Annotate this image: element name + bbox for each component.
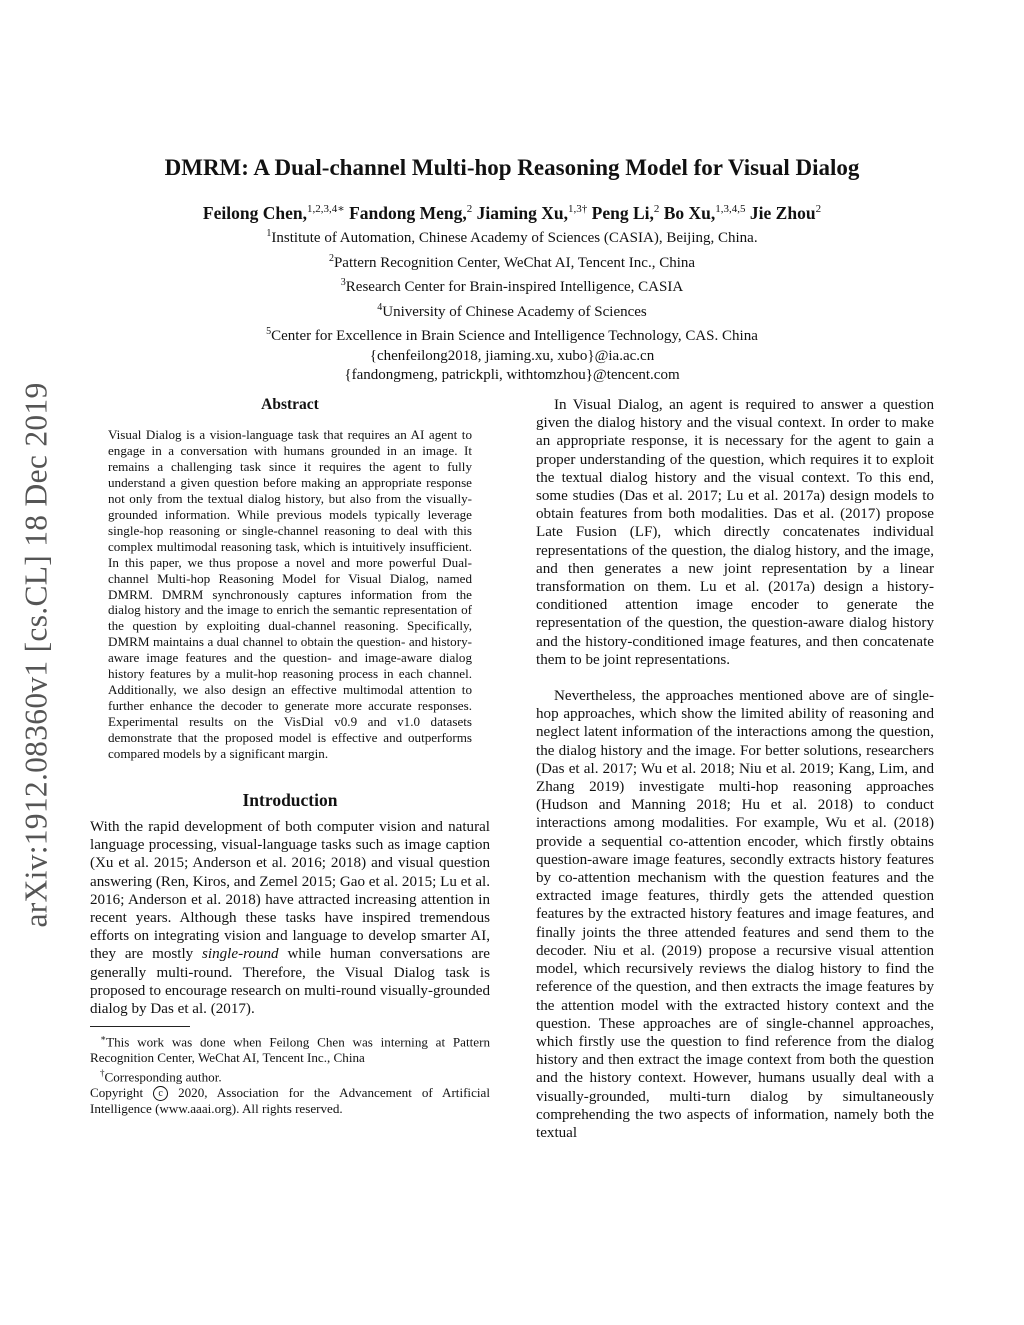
author-affiliation-mark: 2 (653, 203, 660, 215)
footnote-corresponding: †Corresponding author. (100, 1067, 222, 1085)
footnote-divider (90, 1026, 190, 1027)
affiliation-line: $^5$Center for Excellence in Brain Science and Intelligence Technology, CAS. China (266, 326, 758, 344)
author-affiliation-mark: 1,3† (568, 203, 588, 215)
author-name: Jiaming Xu, (476, 202, 569, 223)
right-column (536, 396, 934, 1142)
author-affiliation-mark: 1,2,3,4∗ (306, 203, 345, 215)
copyright-icon: c (153, 1086, 168, 1101)
introduction-paragraph: With the rapid development of both computer vision and natural language processing, visual-language tasks such as image caption (Xu et al. 2015; Anderson et al. 2016; 2018) and visual question answering (Ren, Kiros, and Zemel 2015; Gao et al. 2015; Lu et al. 2016; Anderson et al. 2018) have attracted increasing attention in recent years. Although these tasks have inspired tremendous efforts on integrating vision and language to develop smarter AI, they are mostly single-round while human conversations are generally multi-round. Therefore, the Visual Dialog task is proposed to encourage research on multi-round visually-grounded dialog by Das et al. (2017). (90, 819, 490, 1018)
abstract-heading: Abstract (261, 396, 319, 413)
author-affiliation-mark: 2 (466, 203, 473, 215)
arxiv-side-identifier (12, 355, 62, 955)
author-name: Bo Xu, (663, 202, 716, 223)
affiliation-line: $^1$Institute of Automation, Chinese Academy of Sciences (CASIA), Beijing, China. (266, 228, 758, 246)
body-paragraph: Nevertheless, the approaches mentioned above are of single-hop approaches, which show the limited ability of reasoning and neglect latent information of the interactions among the question, the dialog history and the image. For better solutions, researchers (Das et al. 2017; Wu et al. 2018; Niu et al. 2019; Kang, Lim, and Zhang 2019) investigate multi-hop reasoning approaches (Hudson and Manning 2018; Hu et al. 2018) to conduct interactions among modalities. For example, Wu et al. (2018) provide a sequential co-attention encoder, which firstly obtains question-aware image features, secondly extracts history features by co-attention mechanism with the question features and the extracted image features, thirdly gets the attended question features by the extracted history features and image features, and finally joints the three attended features and send them to the decoder. Niu et al. (2019) propose a recursive visual attention model, which recursively reviews the dialog history to find the reference of the question, and then extracts the image features by the attention model with the extracted history context and the question. These approaches are of single-channel approaches, which firstly use the question to find reference from the dialog history and then extract the image context from both the question and the history context. However, humans usually deal with a visually-grounded, multi-turn dialog by simultaneously comprehending the two aspects of information, namely both the textual (536, 688, 934, 1141)
emphasized-term: single-round (202, 946, 279, 963)
author-name: Fandong Meng, (349, 202, 467, 223)
left-column (90, 396, 490, 1117)
email-line: {chenfeilong2018, jiaming.xu, xubo}@ia.ac.cn (369, 347, 655, 364)
author-affiliation-mark: 2 (815, 203, 822, 215)
arxiv-identifier-text: arXiv:1912.08360v1 [cs.CL] 18 Dec 2019 (19, 382, 54, 928)
body-paragraph: In Visual Dialog, an agent is required to answer a question given the dialog history and the visual context. In order to make an appropriate response, it is necessary for the agent to gain a proper understanding of the question, which requires it to exploit the textual dialog history and the visual context. To this end, some studies (Das et al. 2017; Lu et al. 2017a) design models to obtain features from both modalities. Das et al. (2017) propose Late Fusion (LF), which directly concatenates individual representations of the question, the dialog history, and the image, and then generates a new joint representation by a linear transformation on them. Lu et al. (2017a) design a history-conditioned attention image encoder to generate the representation of the question, the question-aware dialog history and the history-conditioned image features, and then concatenate them to be joint representations. (536, 397, 934, 668)
footnote-work: ∗This work was done when Feilong Chen was interning at Pattern Recognition Center, WeChat AI, Tencent Inc., China (90, 1033, 490, 1066)
affiliation-block (0, 224, 1024, 386)
copyright-notice: Copyright c 2020, Association for the Advancement of Artificial Intelligence (www.aaai.org). All rights reserved. (90, 1084, 490, 1117)
paper-title: DMRM: A Dual-channel Multi-hop Reasoning Model for Visual Dialog (164, 155, 860, 180)
author-name: Jie Zhou (749, 202, 816, 223)
introduction-heading: Introduction (242, 790, 338, 811)
abstract-text: Visual Dialog is a vision-language task that requires an AI agent to engage in a conversation with humans grounded in an image. It remains a challenging task since it requires the agent to fully understand a given question before making an appropriate response not only from the textual dialog history, but also from the visually-grounded information. While previous models typically leverage single-hop reasoning or single-channel reasoning to deal with this complex multimodal reasoning task, which is intuitively insufficient. In this paper, we thus propose a novel and more powerful Dual-channel Multi-hop Reasoning Model for Visual Dialog, named DMRM. DMRM synchronously captures information from the dialog history and the image to enrich the semantic representation of the question by exploiting dual-channel reasoning. Specifically, DMRM maintains a dual channel to obtain the question- and history-aware image features and the question- and image-aware dialog history features by a mulit-hop reasoning process in each channel. Additionally, we also design an effective multimodal attention to further enhance the decoder to generate more accurate responses. Experimental results on the VisDial v0.9 and v1.0 datasets demonstrate that the proposed model is effective and outperforms compared models by a significant margin. (108, 427, 472, 762)
author-affiliation-mark: 1,3,4,5 (715, 203, 746, 215)
email-line: {fandongmeng, patrickpli, withtomzhou}@tencent.com (344, 367, 680, 383)
affiliation-line: $^2$Pattern Recognition Center, WeChat AI, Tencent Inc., China (328, 252, 696, 271)
affiliation-line: $^3$Research Center for Brain-inspired Intelligence, CASIA (340, 277, 684, 295)
affiliation-line: $^4$University of Chinese Academy of Sciences (377, 301, 647, 320)
author-name: Feilong Chen, (202, 202, 307, 223)
author-name: Peng Li, (591, 202, 654, 223)
author-list (0, 202, 1024, 224)
